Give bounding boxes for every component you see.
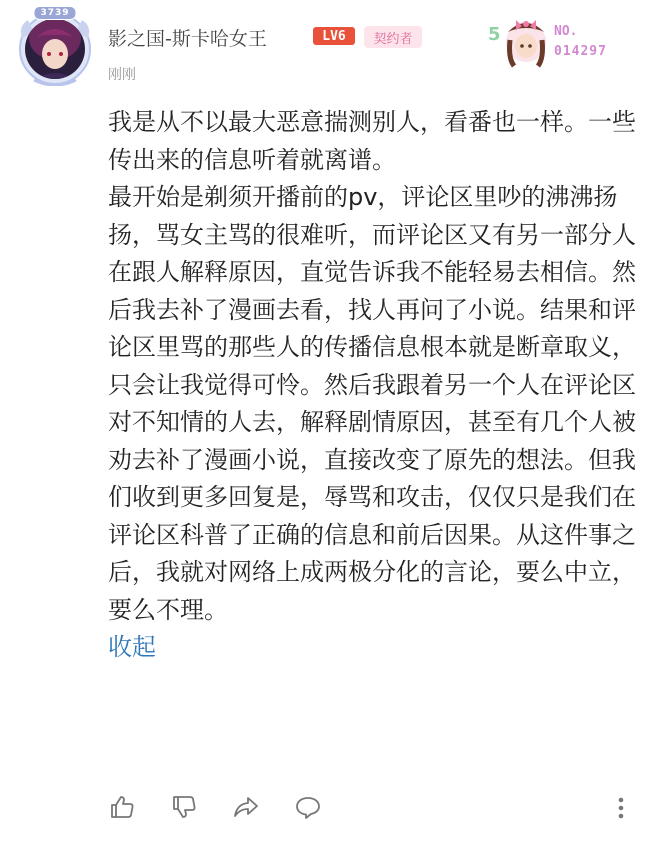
more-options-button[interactable] <box>616 794 626 822</box>
user-avatar[interactable] <box>16 8 94 86</box>
role-badge: 契约者 <box>364 26 422 48</box>
comment-paragraph-1: 我是从不以最大恶意揣测别人，看番也一样。一些传出来的信息听着就离谱。 <box>108 108 636 174</box>
fan-card-character-image <box>486 10 556 70</box>
dislike-button[interactable] <box>170 793 198 821</box>
fan-card[interactable] <box>486 10 646 70</box>
comment-body <box>108 104 638 666</box>
thumbs-up-icon <box>108 793 136 821</box>
comment-time: 刚刚 <box>108 67 136 83</box>
fan-card-label: NO. <box>554 24 578 39</box>
more-vertical-icon <box>616 794 626 822</box>
fan-card-number: 014297 <box>554 44 607 59</box>
share-button[interactable] <box>232 793 260 821</box>
share-icon <box>232 793 260 821</box>
thumbs-down-icon <box>170 793 198 821</box>
comment-actions <box>108 793 638 823</box>
level-badge: LV6 <box>313 27 355 45</box>
comment-icon <box>294 793 322 821</box>
collapse-link[interactable]: 收起 <box>108 633 156 661</box>
fan-card-side-digit: 5 <box>488 24 501 45</box>
comment-paragraph-2: 最开始是剃须开播前的pv，评论区里吵的沸沸扬扬，骂女主骂的很难听，而评论区又有另一部分人在跟人解释原因，直觉告诉我不能轻易去相信。然后我去补了漫画去看，找人再问了小说。结果和评论区里骂的那些人的传播信息根本就是断章取义，只会让我觉得可怜。然后我跟着另一个人在评论区对不知情的人去，解释剧情原因，甚至有几个人被劝去补了漫画小说，直接改变了原先的想法。但我们收到更多回复是，辱骂和攻击，仅仅只是我们在评论区科普了正确的信息和前后因果。从这件事之后，我就对网络上成两极分化的言论，要么中立，要么不理。 <box>108 183 636 624</box>
reply-button[interactable] <box>294 793 322 821</box>
avatar-pendant-badge: 3739 <box>33 6 76 20</box>
like-button[interactable] <box>108 793 136 821</box>
username[interactable]: 影之国-斯卡哈女王 <box>108 28 267 50</box>
